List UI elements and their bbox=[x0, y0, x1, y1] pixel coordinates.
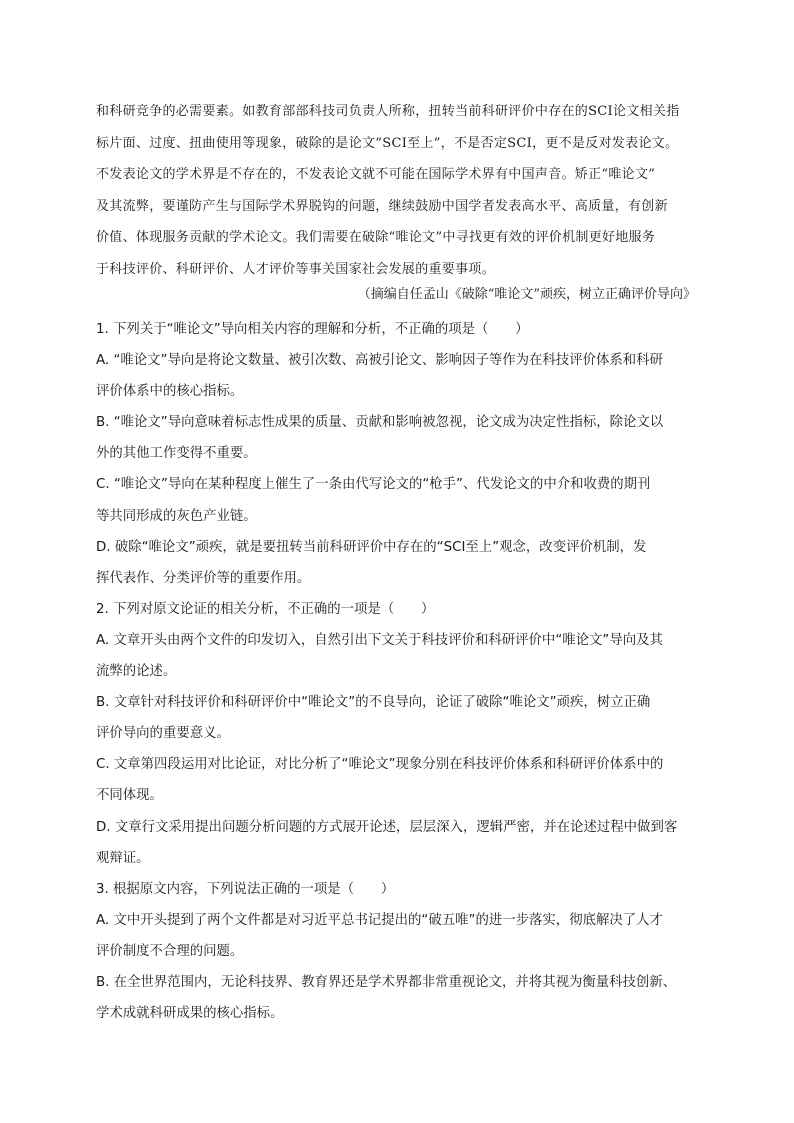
question-1-option-a-cont: 评价体系中的核心指标。 bbox=[96, 384, 244, 400]
question-1-option-c: C. “唯论文”导向在某种程度上催生了一条由代写论文的“枪手”、代发论文的中介和收费的期刊 bbox=[96, 477, 651, 493]
question-2-option-d-cont: 观辩证。 bbox=[96, 850, 150, 866]
passage-line: 标片面、过度、扭曲使用等现象，破除的是论文“SCI至上”，不是否定SCI，更不是反对发表论文。 bbox=[96, 135, 679, 151]
question-2-option-d: D. 文章行文采用提出问题分析问题的方式展开论述，层层深入，逻辑严密，并在论述过程中做到客 bbox=[96, 819, 678, 835]
question-2-option-c-cont: 不同体现。 bbox=[96, 788, 163, 804]
question-1-option-d: D. 破除“唯论文”顽疾，就是要扭转当前科研评价中存在的“SCI至上”观念，改变评价机制，发 bbox=[96, 539, 647, 555]
question-2-option-b-cont: 评价导向的重要意义。 bbox=[96, 726, 230, 742]
question-2-option-a: A. 文章开头由两个文件的印发切入，自然引出下文关于科技评价和科研评价中“唯论文”导向及其 bbox=[96, 632, 663, 648]
passage-source-citation: （摘编自任孟山《破除“唯论文”顽疾，树立正确评价导向》 bbox=[357, 287, 696, 302]
question-section bbox=[96, 314, 706, 1029]
question-2-stem: 2. 下列对原文论证的相关分析，不正确的一项是（ ） bbox=[96, 601, 435, 617]
passage-line: 于科技评价、科研评价、人才评价等事关国家社会发展的重要事项。 bbox=[96, 261, 496, 277]
question-3-option-a: A. 文中开头提到了两个文件都是对习近平总书记提出的“破五唯”的进一步落实，彻底解决了人才 bbox=[96, 912, 663, 928]
question-1-option-c-cont: 等共同形成的灰色产业链。 bbox=[96, 508, 257, 524]
question-1-option-d-cont: 挥代表作、分类评价等的重要作用。 bbox=[96, 570, 311, 586]
passage-excerpt bbox=[96, 96, 696, 286]
question-3-option-a-cont: 评价制度不合理的问题。 bbox=[96, 943, 244, 959]
passage-line: 和科研竞争的必需要素。如教育部部科技司负责人所称，扭转当前科研评价中存在的SCI论文相关指 bbox=[96, 104, 680, 119]
question-1-option-b: B. “唯论文”导向意味着标志性成果的质量、贡献和影响被忽视，论文成为决定性指标，除论文以 bbox=[96, 415, 664, 431]
question-3-stem: 3. 根据原文内容，下列说法正确的一项是（ ） bbox=[96, 881, 395, 897]
passage-line: 及其流弊，要谨防产生与国际学术界脱钩的问题，继续鼓励中国学者发表高水平、高质量，有创新 bbox=[96, 198, 668, 214]
passage-line: 不发表论文的学术界是不存在的，不发表论文就不可能在国际学术界有中国声音。矫正“唯论文” bbox=[96, 167, 656, 183]
question-1-option-a: A. “唯论文”导向是将论文数量、被引次数、高被引论文、影响因子等作为在科技评价体系和科研 bbox=[96, 353, 663, 369]
passage-line: 价值、体现服务贡献的学术论文。我们需要在破除“唯论文”中寻找更有效的评价机制更好地服务 bbox=[96, 230, 656, 246]
question-3-option-b-cont: 学术成就科研成果的核心指标。 bbox=[96, 1006, 284, 1022]
question-2-option-a-cont: 流弊的论述。 bbox=[96, 664, 177, 680]
question-3-option-b: B. 在全世界范围内，无论科技界、教育界还是学术界都非常重视论文，并将其视为衡量科技创新、 bbox=[96, 974, 677, 990]
question-1-stem: 1. 下列关于“唯论文”导向相关内容的理解和分析，不正确的项是（ ） bbox=[96, 322, 529, 337]
question-2-option-b: B. 文章针对科技评价和科研评价中“唯论文”的不良导向，论证了破除“唯论文”顽疾，树立正确 bbox=[96, 695, 651, 711]
question-2-option-c: C. 文章第四段运用对比论证，对比分析了“唯论文”现象分别在科技评价体系和科研评价体系中的 bbox=[96, 757, 664, 773]
question-1-option-b-cont: 外的其他工作变得不重要。 bbox=[96, 446, 257, 462]
